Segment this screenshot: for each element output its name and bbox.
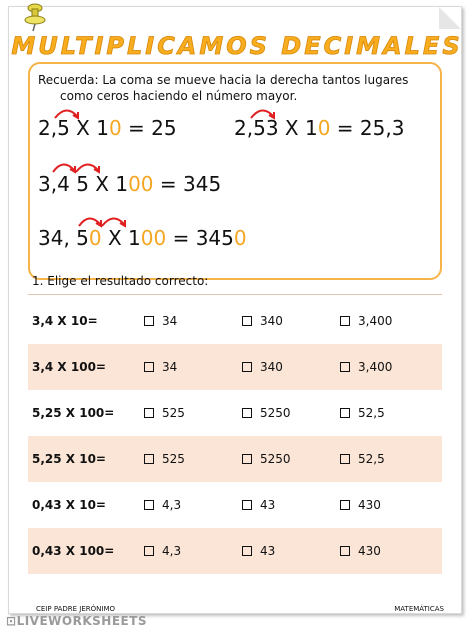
example-2-part: 2 — [234, 116, 247, 140]
example-1-part: 2 — [38, 116, 51, 140]
question-row — [28, 482, 442, 528]
checkbox[interactable] — [340, 546, 350, 556]
answer-option[interactable] — [144, 452, 185, 466]
example-1-result: = 25 — [121, 116, 177, 140]
option-cell — [144, 528, 242, 574]
option-cell — [242, 344, 340, 390]
checkbox[interactable] — [144, 454, 154, 464]
option-cell — [242, 298, 340, 344]
answer-option[interactable] — [340, 498, 381, 512]
question-label: 0,43 X 100= — [28, 528, 144, 574]
checkbox[interactable] — [144, 362, 154, 372]
option-cell — [242, 390, 340, 436]
rule-line-2: como ceros haciendo el número mayor. — [60, 89, 298, 103]
checkbox[interactable] — [242, 408, 252, 418]
checkbox[interactable] — [242, 546, 252, 556]
rule-text — [38, 72, 434, 104]
option-cell — [340, 344, 442, 390]
example-2-part: ,5 — [246, 116, 266, 140]
option-cell — [242, 436, 340, 482]
answer-option[interactable] — [340, 314, 392, 328]
example-2-result: = 25,3 — [330, 116, 405, 140]
answer-option[interactable] — [242, 406, 291, 420]
question-row — [28, 298, 442, 344]
option-text: 34 — [162, 359, 178, 374]
answer-option[interactable] — [340, 406, 385, 420]
option-text: 43 — [260, 497, 276, 512]
answer-option[interactable] — [242, 544, 275, 558]
example-2-part: 3 X 1 — [265, 116, 318, 140]
option-text: 430 — [358, 543, 381, 558]
answer-option[interactable] — [144, 360, 177, 374]
example-3-highlight: 00 — [128, 172, 154, 196]
question-label: 3,4 X 100= — [28, 344, 144, 390]
arrow-arc-icon — [50, 158, 106, 174]
option-text: 4,3 — [162, 543, 182, 558]
arrow-arc-icon — [52, 104, 82, 120]
option-cell — [144, 390, 242, 436]
option-text: 4,3 — [162, 497, 182, 512]
option-text: 43 — [260, 543, 276, 558]
checkbox[interactable] — [340, 454, 350, 464]
example-3-part: 3 — [38, 172, 51, 196]
checkbox[interactable] — [144, 546, 154, 556]
checkbox[interactable] — [144, 316, 154, 326]
arrow-arc-icon — [248, 104, 278, 120]
option-text: 430 — [358, 497, 381, 512]
option-text: 525 — [162, 451, 185, 466]
answer-option[interactable] — [340, 360, 392, 374]
answer-option[interactable] — [144, 498, 181, 512]
page-curl — [439, 7, 461, 29]
option-text: 34 — [162, 313, 178, 328]
option-cell — [144, 482, 242, 528]
option-text: 525 — [162, 405, 185, 420]
answer-option[interactable] — [242, 452, 291, 466]
page-title: MULTIPLICAMOS DECIMALES — [11, 32, 463, 60]
question-label: 0,43 X 10= — [32, 498, 106, 512]
option-text: 3,400 — [358, 313, 393, 328]
option-cell — [242, 528, 340, 574]
answer-option[interactable] — [340, 452, 385, 466]
checkbox[interactable] — [340, 316, 350, 326]
answer-option[interactable] — [242, 360, 283, 374]
question-table — [28, 298, 442, 574]
brand-logo — [6, 614, 147, 628]
checkbox[interactable] — [340, 408, 350, 418]
question-row — [28, 390, 442, 436]
option-text: 52,5 — [358, 405, 385, 420]
arrow-arc-icon — [76, 212, 132, 228]
option-cell — [340, 482, 442, 528]
answer-option[interactable] — [144, 314, 177, 328]
option-text: 340 — [260, 313, 283, 328]
option-text: 5250 — [260, 405, 291, 420]
option-cell — [144, 344, 242, 390]
example-1-highlight: 0 — [108, 116, 122, 140]
option-cell — [340, 436, 442, 482]
example-4-result: = 345 — [166, 226, 234, 250]
example-3 — [38, 172, 221, 196]
checkbox[interactable] — [242, 316, 252, 326]
example-4 — [38, 226, 247, 250]
example-3-result: = 345 — [153, 172, 222, 196]
example-2-highlight: 0 — [317, 116, 331, 140]
option-text: 52,5 — [358, 451, 385, 466]
example-3-part: ,4 — [50, 172, 77, 196]
checkbox[interactable] — [242, 362, 252, 372]
example-1-part: X 1 — [69, 116, 109, 140]
example-1-part: ,5 — [50, 116, 70, 140]
option-text: 340 — [260, 359, 283, 374]
example-4-part: 34, 5 — [38, 226, 89, 250]
answer-option[interactable] — [144, 406, 185, 420]
example-4-highlight: 0 — [88, 226, 102, 250]
question-row — [28, 528, 442, 574]
option-cell — [340, 528, 442, 574]
instruction-text: 1. Elige el resultado correcto: — [32, 274, 209, 288]
checkbox[interactable] — [144, 500, 154, 510]
brand-text: LIVEWORKSHEETS — [16, 614, 148, 628]
answer-option[interactable] — [242, 314, 283, 328]
answer-option[interactable] — [242, 498, 275, 512]
example-4-highlight: 0 — [233, 226, 247, 250]
option-cell — [242, 482, 340, 528]
example-4-highlight: 00 — [140, 226, 167, 250]
checkbox[interactable] — [340, 362, 350, 372]
question-row — [28, 436, 442, 482]
option-cell — [340, 390, 442, 436]
checkbox[interactable] — [242, 500, 252, 510]
option-text: 3,400 — [358, 359, 393, 374]
question-label: 5,25 X 10= — [28, 436, 144, 482]
pushpin-icon — [22, 2, 48, 32]
question-label: 5,25 X 100= — [32, 406, 115, 420]
divider — [28, 294, 442, 295]
option-cell — [340, 298, 442, 344]
footer-subject: MATEMÁTICAS — [394, 605, 444, 613]
footer-school: CEIP PADRE JERÓNIMO — [36, 605, 115, 613]
option-cell — [144, 436, 242, 482]
answer-option[interactable] — [340, 544, 381, 558]
question-label: 3,4 X 10= — [32, 314, 98, 328]
checkbox[interactable] — [242, 454, 252, 464]
question-row — [28, 344, 442, 390]
option-text: 5250 — [260, 451, 291, 466]
example-3-part: 5 X 1 — [76, 172, 129, 196]
rule-line-1: Recuerda: La coma se mueve hacia la derecha tantos lugares — [38, 73, 409, 87]
checkbox[interactable] — [144, 408, 154, 418]
answer-option[interactable] — [144, 544, 181, 558]
brand-glyph-icon: ⊡ — [6, 614, 17, 628]
example-4-part: X 1 — [101, 226, 141, 250]
checkbox[interactable] — [340, 500, 350, 510]
option-cell — [144, 298, 242, 344]
